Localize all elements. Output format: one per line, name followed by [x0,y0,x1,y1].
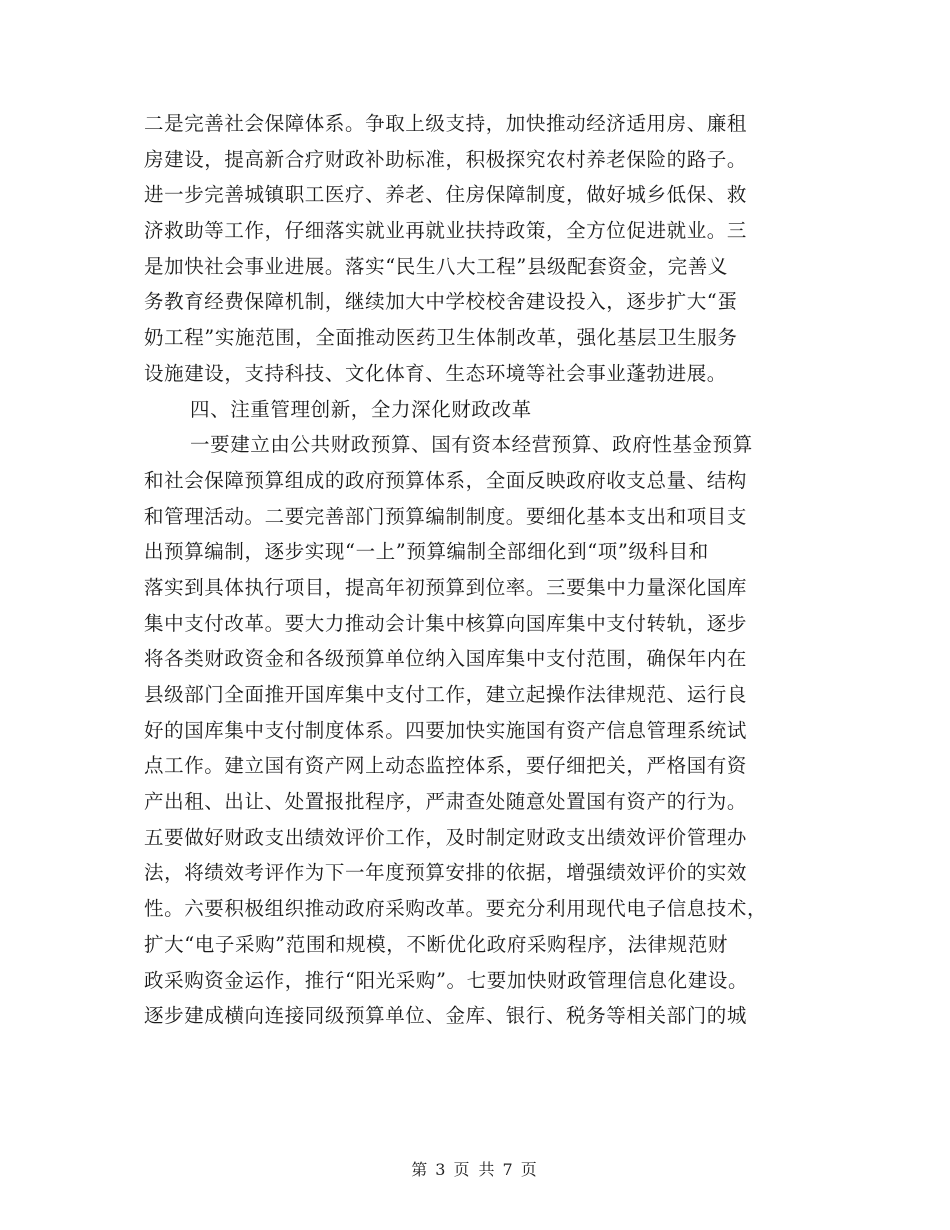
paragraph-line: 逐步建成横向连接同级预算单位、金库、银行、税务等相关部门的城 [144,1004,748,1028]
paragraph-line: 是加快社会事业进展。落实“民生八大工程”县级配套资金，完善义 [144,254,728,278]
paragraph-line: 奶工程”实施范围，全面推动医药卫生体制改革，强化基层卫生服务 [144,326,738,350]
paragraph-line: 政采购资金运作，推行“阳光采购”。七要加快财政管理信息化建设。 [144,968,749,992]
footer-middle: 页 共 [453,1160,497,1179]
paragraph-line: 性。六要积极组织推动政府采购改革。要充分利用现代电子信息技术， [144,897,768,921]
paragraph-line: 五要做好财政支出绩效评价工作，及时制定财政支出绩效评价管理办 [144,825,748,849]
footer-prefix: 第 [411,1160,430,1179]
section-heading: 四、注重管理创新，全力深化财政改革 [190,397,532,421]
paragraph-line: 进一步完善城镇职工医疗、养老、住房保障制度，做好城乡低保、救 [144,183,748,207]
paragraph-line: 务教育经费保障机制，继续加大中学校校舍建设投入，逐步扩大“蛋 [144,290,738,314]
paragraph-line: 落实到具体执行项目，提高年初预算到位率。三要集中力量深化国库 [144,575,748,599]
paragraph-line: 出预算编制，逐步实现“一上”预算编制全部细化到“项”级科目和 [144,540,709,564]
paragraph-line: 济救助等工作，仔细落实就业再就业扶持政策，全方位促进就业。三 [144,219,748,243]
total-page-number: 7 [502,1160,515,1179]
paragraph-line: 好的国库集中支付制度体系。四要加快实施国有资产信息管理系统试 [144,718,748,742]
paragraph-line: 将各类财政资金和各级预算单位纳入国库集中支付范围，确保年内在 [144,647,748,671]
paragraph-line: 产出租、出让、处置报批程序，严肃查处随意处置国有资产的行为。 [144,790,748,814]
paragraph-line: 扩大“电子采购”范围和规模，不断优化政府采购程序，法律规范财 [144,932,728,956]
page-footer [0,1157,950,1180]
paragraph-line: 点工作。建立国有资产网上动态监控体系，要仔细把关，严格国有资 [144,754,748,778]
paragraph-line: 县级部门全面推开国库集中支付工作，建立起操作法律规范、运行良 [144,683,748,706]
paragraph-line: 集中支付改革。要大力推动会计集中核算向国库集中支付转轨，逐步 [144,611,748,635]
paragraph-line: 设施建设，支持科技、文化体育、生态环境等社会事业蓬勃进展。 [144,361,727,385]
paragraph-line: 法，将绩效考评作为下一年度预算安排的依据，增强绩效评价的实效 [144,861,748,885]
paragraph-line: 二是完善社会保障体系。争取上级支持，加快推动经济适用房、廉租 [144,112,748,135]
footer-suffix: 页 [520,1160,539,1179]
document-body [144,106,824,1034]
paragraph-line: 和社会保障预算组成的政府预算体系，全面反映政府收支总量、结构 [144,468,748,492]
paragraph-line: 一要建立由公共财政预算、国有资本经营预算、政府性基金预算 [190,433,753,457]
current-page-number: 3 [435,1160,448,1179]
paragraph-line: 房建设，提高新合疗财政补助标准，积极探究农村养老保险的路子。 [144,147,748,171]
paragraph-line: 和管理活动。二要完善部门预算编制制度。要细化基本支出和项目支 [144,504,748,528]
